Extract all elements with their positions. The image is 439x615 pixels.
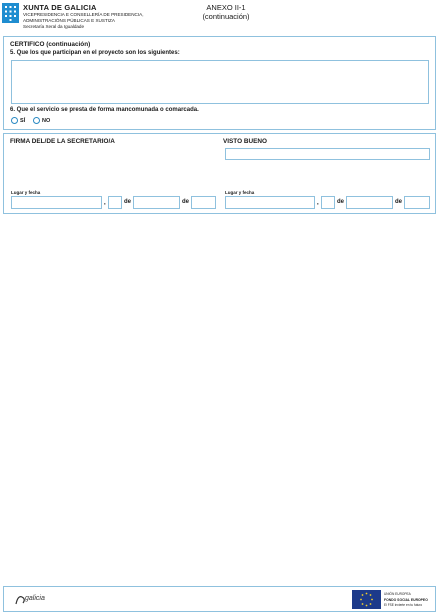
question-6-label: 6. Que el servicio se presta de forma mancomunada o comarcada. [10, 107, 199, 113]
right-de-1: de [337, 199, 345, 205]
right-year-input[interactable] [404, 196, 430, 209]
certificate-title: CERTIFICO (continuación) [10, 41, 91, 48]
eu-line-3: El FSE invierte en tu futuro [384, 603, 423, 607]
left-year-input[interactable] [191, 196, 216, 209]
radio-yes[interactable] [11, 117, 18, 124]
left-month-input[interactable] [133, 196, 180, 209]
right-de-2: de [395, 199, 403, 205]
right-comma: , [317, 200, 319, 206]
left-day-input[interactable] [108, 196, 122, 209]
left-comma: , [104, 200, 106, 206]
org-line-3: Secretaría Xeral da Igualdade [23, 24, 85, 29]
xunta-logo-icon [2, 3, 19, 23]
left-place-input[interactable] [11, 196, 102, 209]
org-name: XUNTA DE GALICIA [23, 3, 97, 12]
right-day-input[interactable] [321, 196, 335, 209]
signatures-section [3, 133, 436, 214]
approval-field[interactable] [225, 148, 430, 160]
approval-title: VISTO BUENO [223, 138, 267, 145]
right-place-date-label: Lugar y fecha [225, 190, 255, 195]
left-de-2: de [182, 199, 190, 205]
galicia-logo-icon [14, 593, 54, 607]
org-line-2: ADMINISTRACIÓNS PÚBLICAS E XUSTIZA [23, 18, 115, 23]
eu-line-2: FONDO SOCIAL EUROPEO [384, 598, 428, 602]
annex-subtitle: (continuación) [202, 12, 250, 21]
certificate-section [3, 36, 436, 130]
radio-no-label: NO [42, 118, 51, 124]
left-place-date-label: Lugar y fecha [11, 190, 41, 195]
right-month-input[interactable] [346, 196, 393, 209]
eu-line-1: UNIÓN EUROPEA [384, 592, 411, 596]
left-de-1: de [124, 199, 132, 205]
galicia-logo-text: galicia [25, 595, 45, 602]
annex-title: ANEXO II-1 [206, 3, 246, 12]
radio-yes-label: SÍ [20, 118, 26, 124]
org-line-1: VICEPRESIDENCIA E CONSELLERÍA DE PRESIDENCIA, [23, 12, 144, 17]
right-place-input[interactable] [225, 196, 315, 209]
eu-flag-icon [352, 590, 381, 609]
secretary-signature-title: FIRMA DEL/DE LA SECRETARIO/A [10, 138, 115, 145]
participants-textarea[interactable] [11, 60, 429, 104]
radio-no[interactable] [33, 117, 40, 124]
footer [3, 586, 436, 612]
question-5-label: 5. Que los que participan en el proyecto son los siguientes: [10, 50, 180, 56]
